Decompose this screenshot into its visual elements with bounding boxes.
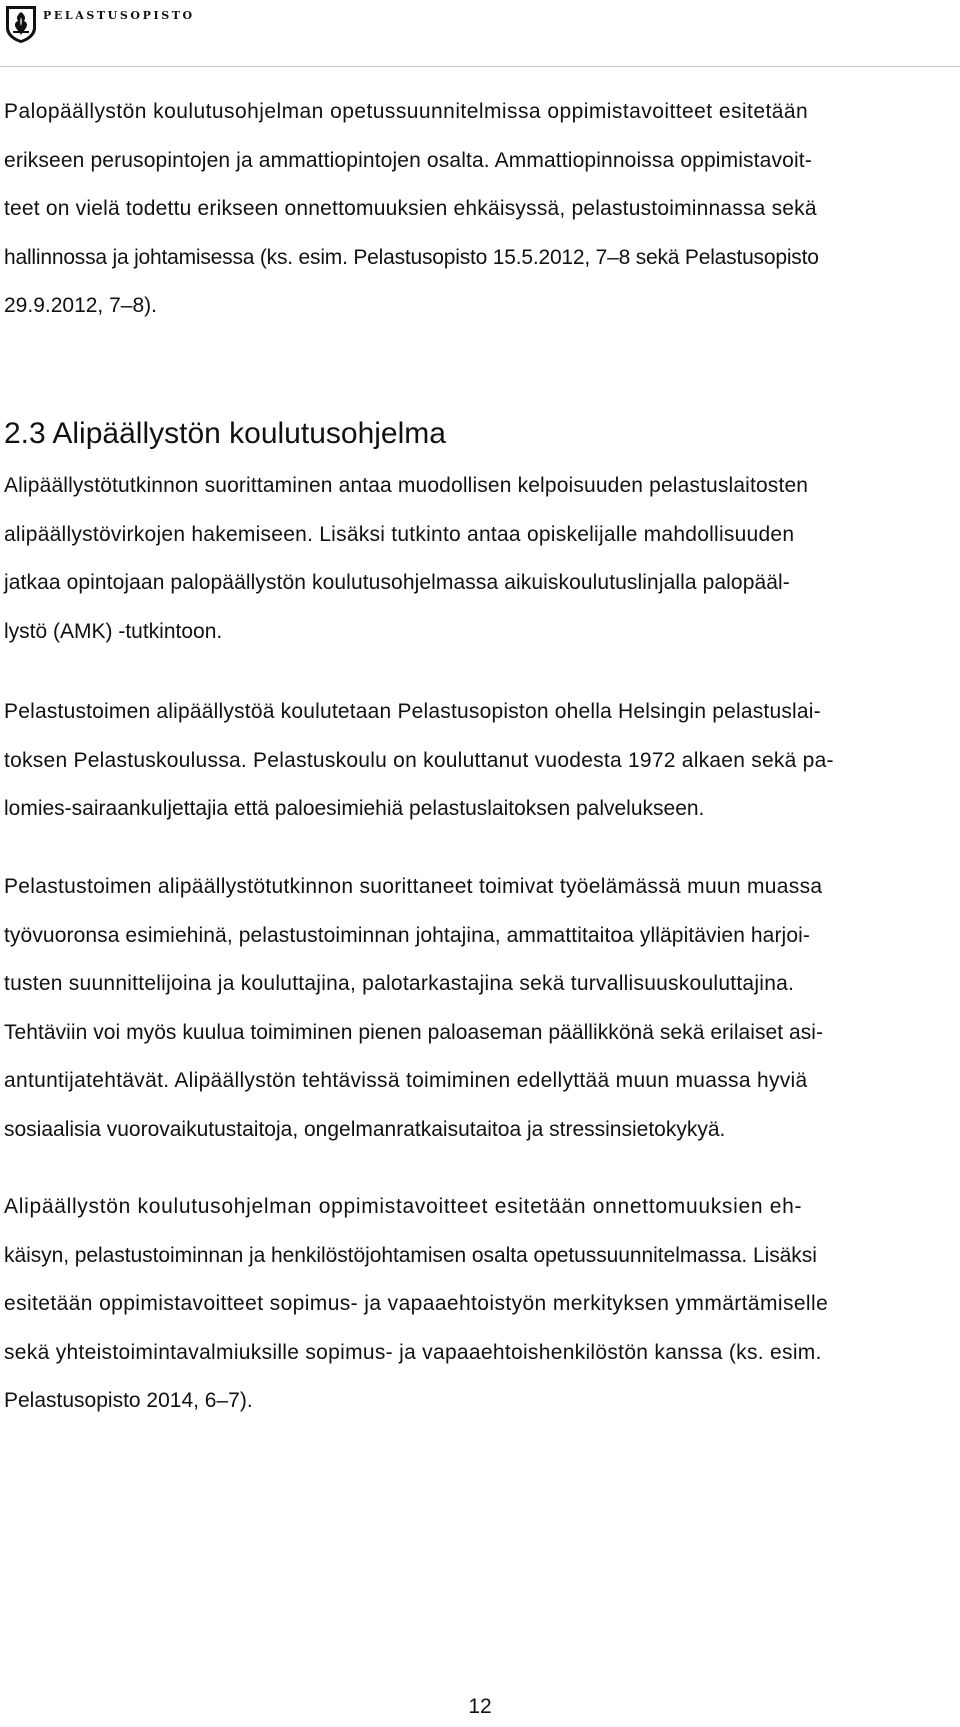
text-line: Tehtäviin voi myös kuulua toimiminen pienen paloaseman päällikkönä sekä erilaiset asi-	[4, 1020, 824, 1044]
text-line: työvuoronsa esimiehinä, pelastustoiminnan johtajina, ammattitaitoa ylläpitävien harjoi-	[4, 923, 810, 947]
text-line: Pelastusopisto 2014, 6–7).	[4, 1389, 253, 1412]
paragraph-4	[4, 863, 956, 1154]
text-line: 29.9.2012, 7–8).	[4, 294, 157, 317]
text-line: erikseen perusopintojen ja ammattiopintojen osalta. Ammattiopinnoissa oppimistavoit-	[4, 148, 812, 172]
text-line: alipäällystövirkojen hakemiseen. Lisäksi tutkinto antaa opiskelijalle mahdollisuuden	[4, 522, 795, 546]
text-line: Pelastustoimen alipäällystöä koulutetaan Pelastusopiston ohella Helsingin pelastuslai-	[4, 700, 821, 723]
text-line: sosiaalisia vuorovaikutustaitoja, ongelmanratkaisutaitoa ja stressinsietokykyä.	[4, 1117, 726, 1141]
crest-icon	[4, 4, 38, 44]
text-line: toksen Pelastuskoulussa. Pelastuskoulu on kouluttanut vuodesta 1972 alkaen sekä pa-	[4, 748, 834, 772]
text-line: jatkaa opintojaan palopäällystön koulutusohjelmassa aikuiskoulutuslinjalla palopääl-	[4, 571, 790, 594]
text-line: sekä yhteistoimintavalmiuksille sopimus- ja vapaaehtoishenkilöstön kanssa (ks. esim.	[4, 1340, 822, 1364]
text-line: Alipäällystötutkinnon suorittaminen antaa muodollisen kelpoisuuden pelastuslaitosten	[4, 474, 809, 497]
text-line: Pelastustoimen alipäällystötutkinnon suorittaneet toimivat työelämässä muun muassa	[4, 875, 823, 898]
text-line: tusten suunnittelijoina ja kouluttajina, palotarkastajina sekä turvallisuuskouluttajina.	[4, 972, 795, 995]
paragraph-2	[4, 462, 956, 656]
page-number: 12	[468, 1695, 492, 1718]
text-line: lystö (AMK) -tutkintoon.	[4, 619, 223, 643]
text-line: käisyn, pelastustoiminnan ja henkilöstöjohtamisen osalta opetussuunnitelmassa. Lisäksi	[4, 1243, 817, 1267]
text-line: Alipäällystön koulutusohjelman oppimistavoitteet esitetään onnettomuuksien eh-	[4, 1195, 803, 1218]
header-divider	[0, 66, 960, 67]
text-line: teet on vielä todettu erikseen onnettomuuksien ehkäisyssä, pelastustoiminnassa sekä	[4, 197, 817, 220]
text-line: lomies-sairaankuljettajia että paloesimiehiä pelastuslaitoksen palvelukseen.	[4, 797, 705, 820]
paragraph-5	[4, 1183, 956, 1426]
paragraph-1	[4, 88, 956, 331]
text-line: antuntijatehtävät. Alipäällystön tehtävissä toimiminen edellyttää muun muassa hyviä	[4, 1069, 808, 1092]
section-heading: 2.3 Alipäällystön koulutusohjelma	[4, 417, 446, 450]
document-header	[4, 2, 195, 46]
paragraph-3	[4, 688, 956, 834]
logo-text: PELASTUSOPISTO	[43, 8, 195, 22]
text-line: hallinnossa ja johtamisessa (ks. esim. Pelastusopisto 15.5.2012, 7–8 sekä Pelastusopisto	[4, 245, 819, 269]
text-line: esitetään oppimistavoitteet sopimus- ja vapaaehtoistyön merkityksen ymmärtämiselle	[4, 1292, 829, 1315]
text-line: Palopäällystön koulutusohjelman opetussuunnitelmissa oppimistavoitteet esitetään	[4, 100, 809, 123]
